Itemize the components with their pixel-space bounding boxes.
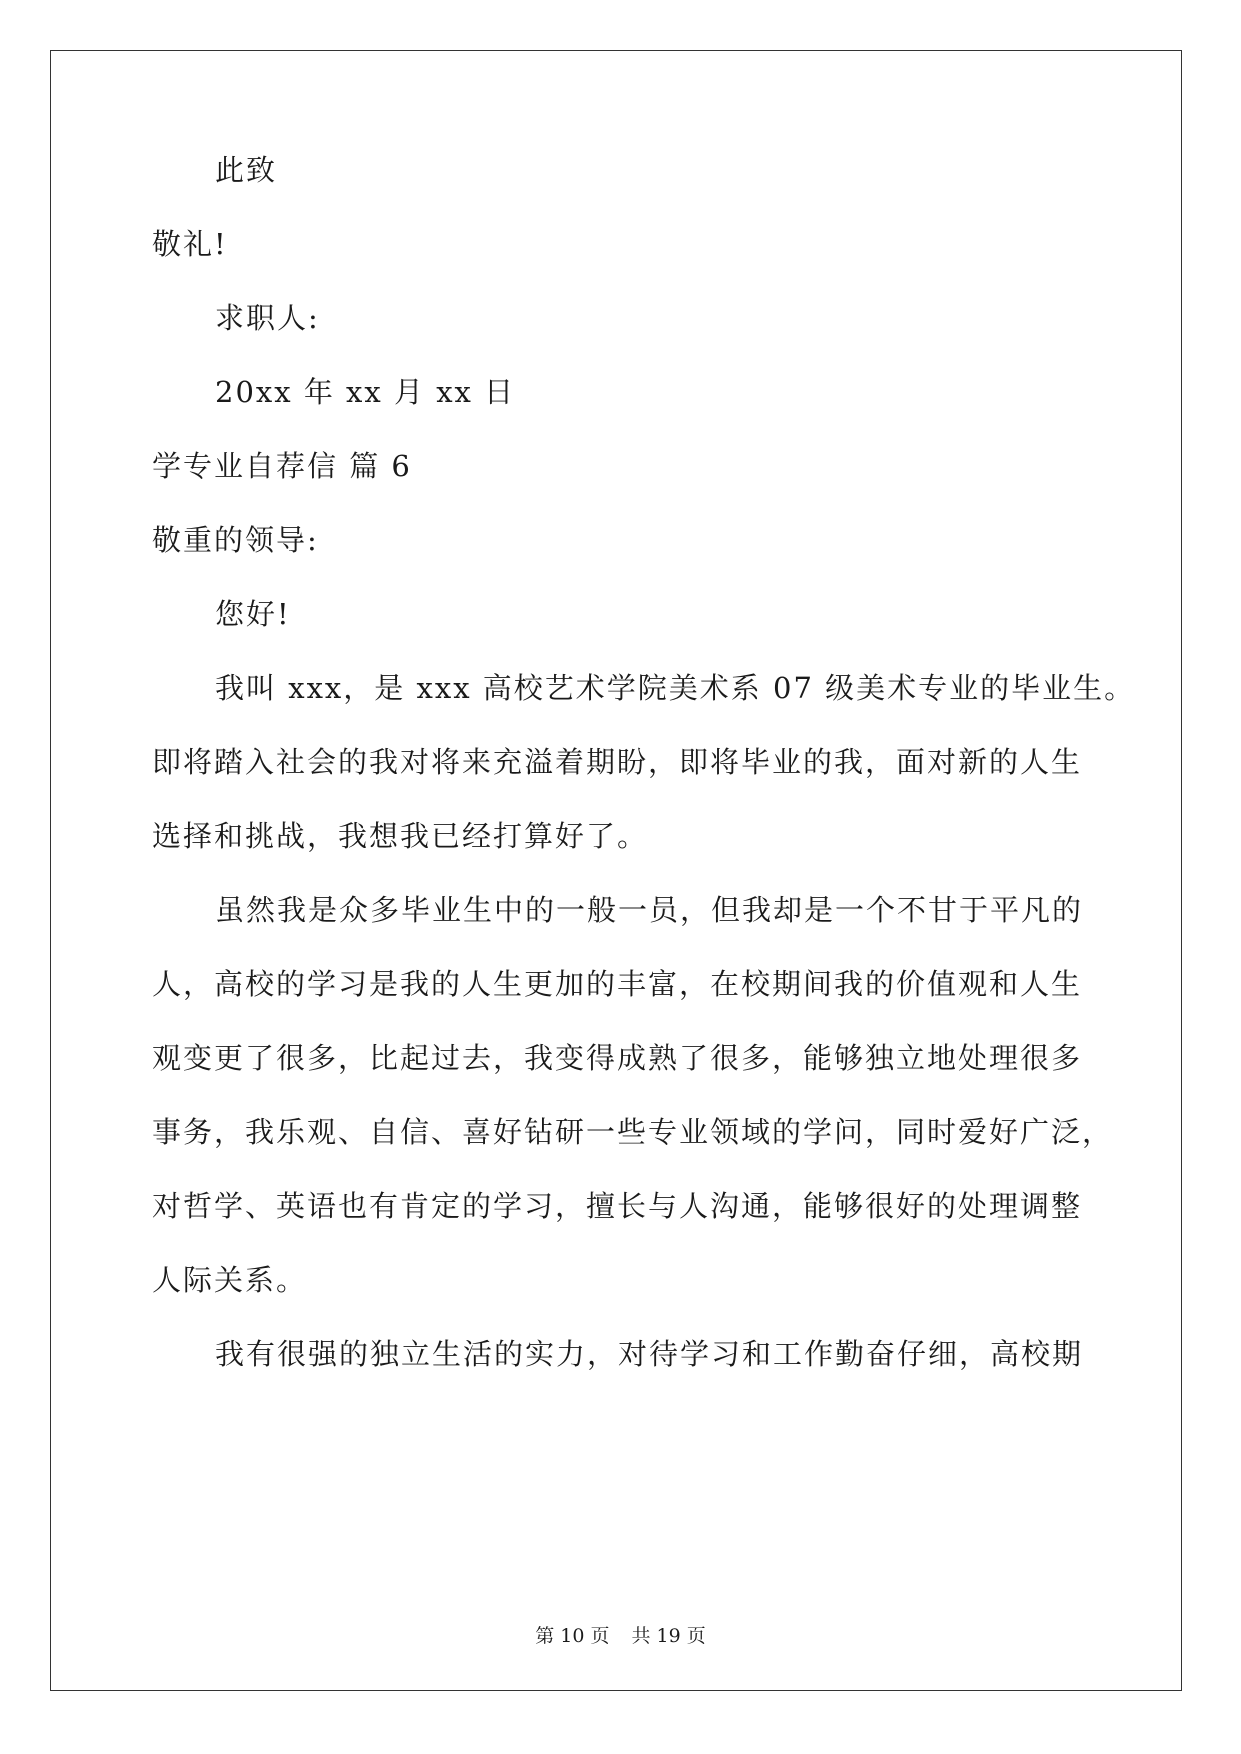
paragraph-line: 选择和挑战，我想我已经打算好了。	[152, 819, 649, 853]
page-footer	[0, 1624, 1241, 1648]
paragraph-line: 人际关系。	[152, 1263, 308, 1297]
greeting: 您好!	[215, 597, 291, 631]
page-number: 第 10 页	[535, 1625, 610, 1647]
page-total: 共 19 页	[631, 1625, 706, 1647]
paragraph-line: 我叫 xxx，是 xxx 高校艺术学院美术系 07 级美术专业的毕业生。	[215, 671, 1136, 705]
closing-salutation: 此致	[215, 153, 278, 187]
respect-line: 敬礼!	[152, 227, 228, 261]
section-title: 学专业自荐信 篇 6	[152, 449, 412, 483]
paragraph-line: 人，高校的学习是我的人生更加的丰富，在校期间我的价值观和人生	[152, 967, 1083, 1001]
addressee: 敬重的领导:	[152, 523, 319, 557]
applicant-label: 求职人:	[215, 301, 320, 335]
paragraph-line: 观变更了很多，比起过去，我变得成熟了很多，能够独立地处理很多	[152, 1041, 1083, 1075]
letter-date: 20xx 年 xx 月 xx 日	[215, 375, 516, 409]
page-border	[50, 50, 1182, 1691]
paragraph-line: 对哲学、英语也有肯定的学习，擅长与人沟通，能够很好的处理调整	[152, 1189, 1083, 1223]
paragraph-line: 事务，我乐观、自信、喜好钻研一些专业领域的学问，同时爱好广泛，	[152, 1115, 1114, 1149]
paragraph-line: 我有很强的独立生活的实力，对待学习和工作勤奋仔细，高校期	[215, 1337, 1084, 1371]
paragraph-line: 即将踏入社会的我对将来充溢着期盼，即将毕业的我，面对新的人生	[152, 745, 1083, 779]
paragraph-line: 虽然我是众多毕业生中的一般一员，但我却是一个不甘于平凡的	[215, 893, 1084, 927]
